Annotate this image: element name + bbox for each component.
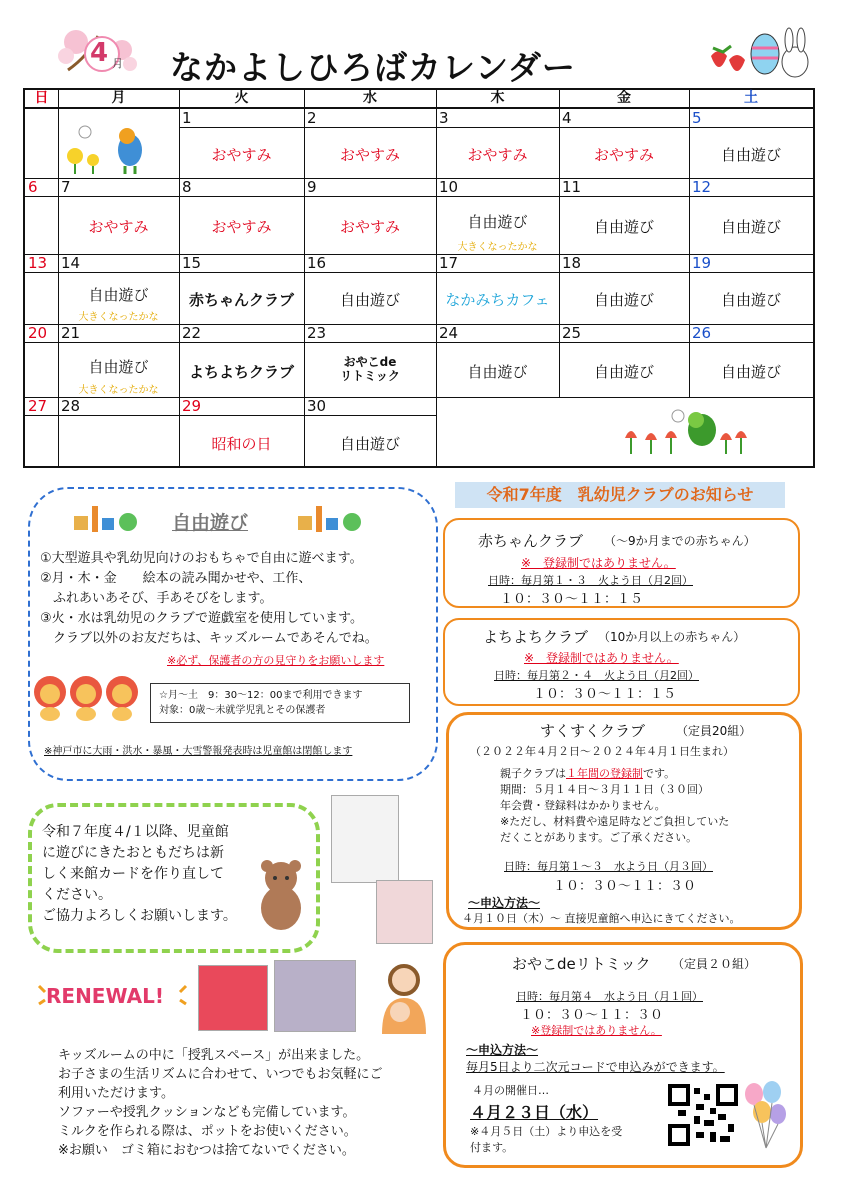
- yochi-club-condition: （10か月以上の赤ちゃん）: [598, 630, 746, 644]
- day-event: 自由遊び: [720, 291, 781, 309]
- free-play-title: 自由遊び: [172, 512, 249, 534]
- rhythm-apply: 毎月5日より二次元コードで申込みができます。: [466, 1060, 725, 1074]
- day-event: おやすみ: [211, 218, 272, 236]
- yochi-club-note: ※ 登録制ではありません。: [524, 651, 679, 665]
- day-event: おやすみ: [88, 218, 149, 236]
- day-event: おやすみ: [211, 145, 272, 164]
- card-photo-2: [376, 880, 433, 944]
- sukusuku-fee: 年会費・登録料はかかりません。: [500, 799, 666, 812]
- supervision-warning: ※必ず、保護者の方の見守りをお願いします: [167, 654, 385, 667]
- weekday-header: 金: [617, 90, 631, 106]
- renewal-text: [58, 1046, 382, 1160]
- free-play-lines: [40, 549, 378, 649]
- yochi-club-date: 日時：毎月第２・４ 火よう日（月2回）: [494, 669, 699, 682]
- day-number: 29: [182, 397, 202, 415]
- day-event: おやすみ: [339, 145, 400, 164]
- sukusuku-registration: １年間の登録制: [566, 767, 643, 780]
- card-notice-line: ください。: [42, 887, 112, 903]
- grid-line: [559, 90, 560, 397]
- day-event-sub: 大きくなったかな: [78, 312, 159, 323]
- sukusuku-club-capacity: （定員20組）: [676, 724, 752, 738]
- day-event: 自由遊び: [339, 434, 400, 453]
- free-play-line: クラブ以外のお友だちは、キッズルームであそんでね。: [40, 631, 378, 646]
- sukusuku-apply: ４月１０日（木）～ 直接児童館へ申込にきてください。: [462, 912, 741, 925]
- day-event: おやすみ: [339, 218, 400, 236]
- baby-club-note: ※ 登録制ではありません。: [521, 556, 676, 570]
- day-number: 6: [28, 178, 38, 196]
- day-number: 26: [692, 324, 712, 342]
- day-event: 昭和の日: [211, 434, 272, 453]
- nursing-room-photo: [274, 960, 356, 1032]
- day-event: おやこde リトミック: [340, 354, 400, 383]
- free-play-line: ③火・水は乳幼児のクラブで遊戯室を使用しています。: [40, 611, 364, 626]
- day-number: 9: [307, 178, 317, 196]
- nursing-sign-photo: [198, 965, 268, 1031]
- card-notice-line: しく来館カードを作り直して: [42, 866, 224, 882]
- sukusuku-club-name: すくすくクラブ: [540, 722, 646, 740]
- day-number: 22: [182, 324, 202, 342]
- renewal-line: ※お願い ゴミ箱におむつは捨てないでください。: [58, 1143, 355, 1158]
- day-number: 10: [439, 178, 459, 196]
- yochi-club-name: よちよちクラブ: [483, 628, 589, 646]
- clubs-heading: 令和7年度 乳幼児クラブのお知らせ: [455, 482, 785, 508]
- day-number: 19: [692, 254, 712, 272]
- grid-line: [25, 196, 813, 197]
- rhythm-next-note: [470, 1124, 622, 1156]
- rhythm-next-note-line: 付ます。: [470, 1141, 514, 1154]
- month-number: 4: [90, 38, 109, 68]
- renewal-badge-icon: [36, 978, 192, 1012]
- day-event-sub: 大きくなったかな: [457, 242, 538, 253]
- day-number: 14: [61, 254, 81, 272]
- day-event: 自由遊び: [720, 362, 781, 381]
- hours-box: [150, 683, 410, 723]
- day-event: 自由遊び: [88, 357, 149, 376]
- sukusuku-born-range: （２０２２年４月２日～２０２４年４月１日生まれ）: [470, 745, 734, 758]
- renewal-line: ミルクを作られる際は、ポットをお使いください。: [58, 1124, 357, 1139]
- renewal-line: お子さまの生活リズムに合わせて、いつでもお気軽にご: [58, 1067, 383, 1082]
- day-number: 12: [692, 178, 712, 196]
- card-notice-line: ご協力よろしくお願いします。: [42, 908, 237, 924]
- day-number: 13: [28, 254, 48, 272]
- grid-line: [689, 90, 690, 397]
- renewal-badge-text: RENEWAL!: [46, 984, 164, 1008]
- day-event: 自由遊び: [593, 362, 654, 381]
- rhythm-apply-heading: ～申込方法～: [466, 1043, 539, 1057]
- rhythm-time: １０：３０～１１：３０: [520, 1008, 664, 1023]
- card-notice-line: 令和７年度４/１以降、児童館: [42, 824, 229, 840]
- sukusuku-time: １０：３０～１１：３０: [553, 879, 697, 894]
- rhythm-date: 日時：毎月第４ 水よう日（月１回）: [516, 990, 703, 1003]
- baby-club-time: １０：３０～１１：１５: [500, 592, 644, 607]
- renewal-line: ソファーや授乳クッションなども完備しています。: [58, 1105, 356, 1120]
- day-event: 自由遊び: [467, 362, 528, 381]
- card-notice-line: に遊びにきたおともだちは新: [42, 845, 224, 861]
- grid-line: [179, 127, 813, 128]
- sukusuku-period: 期間：５月１４日～３月１１日（３０回）: [500, 783, 709, 796]
- card-notice-text: [42, 822, 237, 927]
- sukusuku-text: 親子クラブは: [500, 767, 566, 780]
- free-play-line: ②月・木・金 絵本の読み聞かせや、工作、: [40, 571, 312, 586]
- balloons-icon: [742, 1078, 788, 1158]
- target-text: 対象：0歳～未就学児乳とその保護者: [159, 705, 326, 716]
- calendar-grid: [23, 88, 815, 468]
- rhythm-next-date: ４月２３日（水）: [470, 1103, 599, 1122]
- closed-note: ※神戸市に大雨・洪水・暴風・大雪警報発表時は児童館は閉館します: [44, 746, 353, 757]
- mother-baby-icon: [370, 962, 436, 1034]
- day-number: 24: [439, 324, 459, 342]
- day-number: 27: [28, 397, 48, 415]
- baby-club-condition: （～9か月までの赤ちゃん）: [604, 534, 756, 548]
- day-event: 自由遊び: [88, 286, 149, 304]
- qr-code-icon[interactable]: [668, 1084, 738, 1146]
- rhythm-club-capacity: （定員２０組）: [672, 957, 757, 971]
- weekday-header: 土: [744, 90, 758, 106]
- day-event: よちよちクラブ: [188, 362, 294, 381]
- toys-icon: [72, 502, 142, 534]
- bird-tulips-icon: [620, 408, 750, 458]
- bear-icon: [256, 858, 306, 930]
- hours-text: ☆月～土 9：30～12：00まで利用できます: [159, 690, 363, 701]
- grid-line: [25, 342, 813, 343]
- day-number: 11: [562, 178, 582, 196]
- day-event: 自由遊び: [593, 218, 654, 236]
- day-number: 30: [307, 397, 327, 415]
- day-event: 自由遊び: [720, 218, 781, 236]
- sukusuku-text: です。: [643, 767, 676, 780]
- sukusuku-line: [500, 766, 729, 782]
- lion-icon: [32, 670, 142, 722]
- day-event: 赤ちゃんクラブ: [188, 291, 294, 309]
- rhythm-club-name: おやこdeリトミック: [512, 955, 651, 973]
- day-number: 20: [28, 324, 48, 342]
- baby-club-name: 赤ちゃんクラブ: [478, 532, 584, 550]
- day-number: 25: [562, 324, 582, 342]
- day-event: 自由遊び: [593, 291, 654, 309]
- sukusuku-note: ※ただし、材料費や遠足時などご負担していた: [500, 815, 730, 828]
- day-number: 2: [307, 109, 317, 127]
- sukusuku-apply-heading: ～申込方法～: [468, 896, 541, 910]
- day-number: 3: [439, 109, 449, 127]
- day-number: 28: [61, 397, 81, 415]
- day-number: 8: [182, 178, 192, 196]
- toys-icon: [296, 502, 366, 534]
- baby-club-date: 日時：毎月第１・３ 火よう日（月2回）: [488, 574, 693, 587]
- grid-line: [25, 397, 813, 398]
- grid-line: [25, 415, 436, 416]
- sukusuku-details: [500, 766, 729, 846]
- sukusuku-note: だくことがあります。ご了承ください。: [500, 831, 698, 844]
- renewal-line: キッズルームの中に「授乳スペース」が出来ました。: [58, 1048, 370, 1063]
- day-event: おやすみ: [593, 145, 654, 164]
- renewal-line: 利用いただけます。: [58, 1086, 174, 1101]
- day-number: 5: [692, 109, 702, 127]
- sukusuku-date: 日時：毎月第１～３ 水よう日（月３回）: [504, 860, 713, 873]
- free-play-line: ①大型遊具や乳幼児向けのおもちゃで自由に遊べます。: [40, 551, 363, 566]
- day-event: 自由遊び: [467, 213, 528, 231]
- yochi-club-time: １０：３０～１１：１５: [533, 687, 677, 702]
- day-event: なかみちカフェ: [445, 291, 550, 309]
- page-title: なかよしひろばカレンダー: [170, 48, 576, 87]
- weekday-header: 水: [363, 90, 377, 106]
- rhythm-note: ※登録制ではありません。: [531, 1024, 662, 1037]
- day-number: 7: [61, 178, 71, 196]
- weekday-header: 日: [34, 90, 49, 106]
- free-play-line: ふれあいあそび、手あそびをします。: [40, 591, 273, 606]
- day-number: 1: [182, 109, 192, 127]
- day-event: 自由遊び: [720, 145, 781, 164]
- weekday-header: 火: [234, 90, 249, 106]
- rhythm-next-label: ４月の開催日…: [472, 1084, 549, 1097]
- weekday-header: 木: [490, 90, 505, 106]
- day-event: 自由遊び: [339, 291, 400, 309]
- day-number: 23: [307, 324, 327, 342]
- day-number: 16: [307, 254, 327, 272]
- day-number: 21: [61, 324, 81, 342]
- grid-line: [25, 272, 813, 273]
- day-event-sub: 大きくなったかな: [78, 385, 159, 396]
- rhythm-next-note-line: ※４月５日（土）より申込を受: [470, 1125, 623, 1138]
- month-suffix: 月: [112, 57, 123, 70]
- bird-flowers-icon: [55, 120, 145, 175]
- day-number: 17: [439, 254, 459, 272]
- weekday-header: 月: [111, 90, 126, 106]
- day-number: 15: [182, 254, 202, 272]
- day-event: おやすみ: [467, 145, 528, 164]
- day-number: 4: [562, 109, 572, 127]
- strawberry-egg-bunny-icon: [705, 26, 815, 82]
- day-number: 18: [562, 254, 582, 272]
- visitor-card-photo: [331, 795, 399, 883]
